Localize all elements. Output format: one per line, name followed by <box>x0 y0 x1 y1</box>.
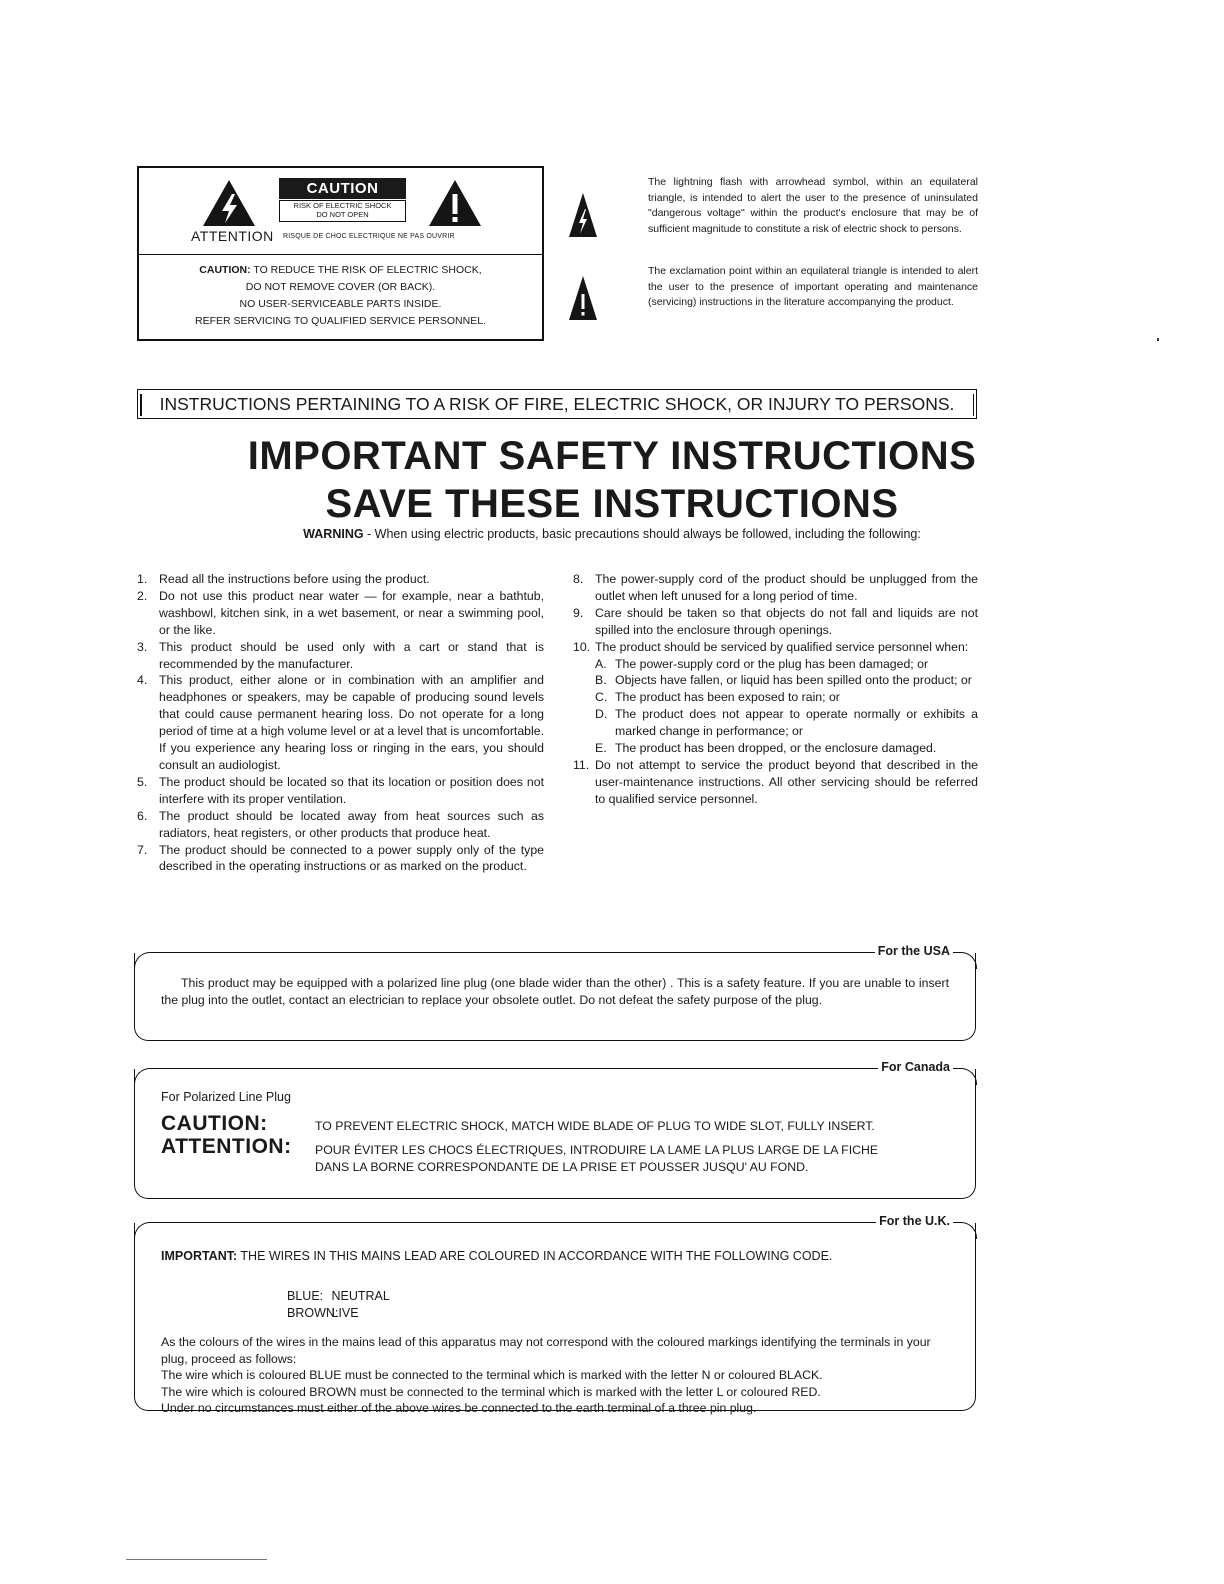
item-text: The power-supply cord of the product should be unplugged from the outlet when left unused for a long period of time. <box>595 572 978 603</box>
code-key: BLUE: <box>287 1289 324 1303</box>
sub-item-text: Objects have fallen, or liquid has been spilled onto the product; or <box>615 673 972 688</box>
list-item <box>137 672 544 773</box>
list-item <box>137 808 544 842</box>
sub-item-letter: A. <box>595 656 607 671</box>
item-text: Do not use this product near water — for example, near a bathtub, washbowl, kitchen sink, in a wet basement, or near a swimming pool, or the like. <box>159 588 544 637</box>
banner-text: INSTRUCTIONS PERTAINING TO A RISK OF FIRE, ELECTRIC SHOCK, OR INJURY TO PERSONS. <box>159 394 955 414</box>
caution-box-text <box>139 255 542 339</box>
canada-corner-right <box>960 1068 977 1085</box>
exclamation-symbol-text: The exclamation point within an equilateral triangle is intended to alert the user to the presence of important operating and maintenance (servicing) instructions in the literature accompanying the product. <box>648 265 978 308</box>
footer-rule <box>126 1559 267 1560</box>
warning-label: WARNING <box>303 527 364 541</box>
sub-list-item <box>595 672 978 689</box>
uk-top-rule <box>149 1222 961 1223</box>
instructions-left-column <box>137 571 544 875</box>
exclamation-warning-icon <box>427 178 483 228</box>
uk-code-blue <box>287 1288 390 1305</box>
item-number: 4. <box>137 673 148 688</box>
sub-item-letter: D. <box>595 707 608 722</box>
code-value: NEUTRAL <box>331 1289 390 1303</box>
item-text: The product should be located so that its location or position does not interfere with its proper ventilation. <box>159 774 544 806</box>
caution-line-1: TO REDUCE THE RISK OF ELECTRIC SHOCK, <box>253 264 482 276</box>
item-number: 1. <box>137 572 148 586</box>
risk-line-1: RISK OF ELECTRIC SHOCK <box>293 201 392 210</box>
caution-box-header <box>139 168 542 255</box>
list-item <box>137 842 544 876</box>
item-number: 7. <box>137 842 148 857</box>
page-speck <box>1157 338 1159 341</box>
usa-text: This product may be equipped with a polarized line plug (one blade wider than the other) . This is a safety feature. If you are unable to insert the plug into the outlet, contact an electrician to replace your obsolete outlet. Do not defeat the safety purpose of the plug. <box>161 976 949 1007</box>
item-number: 11. <box>573 757 590 772</box>
attention-french-text: RISQUE DE CHOC ELECTRIQUE NE PAS OUVRIR <box>283 233 455 240</box>
sub-item-letter: B. <box>595 673 607 688</box>
list-item <box>573 571 978 605</box>
attention-line-1: POUR ÉVITER LES CHOCS ÉLECTRIQUES, INTRODUIRE LA LAME LA PLUS LARGE DE LA FICHE <box>315 1143 879 1157</box>
sub-item-letter: E. <box>595 741 607 756</box>
sub-list-item <box>595 706 978 740</box>
uk-para-4: Under no circumstances must either of the above wires be connected to the earth terminal of a three pin plug. <box>161 1401 757 1415</box>
sub-item-text: The product does not appear to operate normally or exhibits a marked change in performance; or <box>615 707 978 739</box>
item-text: This product should be used only with a cart or stand that is recommended by the manufacturer. <box>159 639 544 671</box>
caution-line-4: REFER SERVICING TO QUALIFIED SERVICE PERSONNEL. <box>195 315 486 327</box>
warning-text: - When using electric products, basic precautions should always be followed, including the following: <box>363 527 921 541</box>
uk-region <box>134 1214 976 1415</box>
list-item <box>137 639 544 673</box>
sub-item-text: The power-supply cord or the plug has been damaged; or <box>615 656 929 671</box>
list-item <box>573 639 978 757</box>
caution-prefix: CAUTION: <box>199 264 251 276</box>
risk-line-2: DO NOT OPEN <box>316 210 369 219</box>
risk-of-shock-label <box>279 200 406 222</box>
uk-important-text: THE WIRES IN THIS MAINS LEAD ARE COLOURED IN ACCORDANCE WITH THE FOLLOWING CODE. <box>237 1249 833 1263</box>
instructions-right-column <box>573 571 978 808</box>
item-number: 3. <box>137 639 148 654</box>
list-item <box>137 588 544 639</box>
list-item <box>137 571 544 588</box>
item-text: Care should be taken so that objects do not fall and liquids are not spilled into the enclosure through openings. <box>595 605 978 637</box>
usa-corner-right <box>960 952 977 969</box>
canada-caution-word: CAUTION: <box>161 1112 268 1135</box>
sub-item-text: The product has been exposed to rain; or <box>615 690 840 705</box>
list-item <box>573 605 978 639</box>
item-number: 5. <box>137 774 148 789</box>
item-number: 8. <box>573 572 584 586</box>
uk-para-3: The wire which is coloured BROWN must be connected to the terminal which is marked with the letter L or coloured RED. <box>161 1384 821 1399</box>
sub-list-item <box>595 689 978 706</box>
lightning-symbol-icon <box>568 192 598 238</box>
uk-important-label: IMPORTANT: <box>161 1249 238 1263</box>
uk-wire-codes <box>287 1288 390 1322</box>
usa-region <box>134 944 976 1041</box>
item-number: 2. <box>137 588 148 603</box>
canada-caution-text: TO PREVENT ELECTRIC SHOCK, MATCH WIDE BLADE OF PLUG TO WIDE SLOT, FULLY INSERT. <box>315 1119 875 1133</box>
lightning-warning-icon <box>201 178 257 228</box>
item-text: Read all the instructions before using the product. <box>159 572 430 586</box>
code-key: BROWN: <box>287 1306 339 1320</box>
usa-corner-left <box>134 952 151 969</box>
sub-item-text: The product has been dropped, or the enclosure damaged. <box>615 741 937 756</box>
item-text: Do not attempt to service the product beyond that described in the user-maintenance instructions. All other servicing should be referred to qualified service personnel. <box>595 757 978 806</box>
canada-attention-word: ATTENTION: <box>161 1135 292 1158</box>
item-number: 9. <box>573 605 584 620</box>
sub-list <box>595 656 978 757</box>
item-text: This product, either alone or in combination with an amplifier and headphones or speakers, may be capable of producing sound levels that could cause permanent hearing loss. Do not operate for a long period of time at a high volume level or at a level that is uncomfortable. If you experience any hearing loss or ringing in the ears, you should consult an audiologist. <box>159 673 544 772</box>
attention-word: ATTENTION <box>191 228 274 244</box>
canada-label: For Canada <box>878 1060 953 1074</box>
caution-line-3: NO USER-SERVICEABLE PARTS INSIDE. <box>239 298 442 310</box>
item-text: The product should be serviced by qualified service personnel when: <box>595 639 969 654</box>
item-text: The product should be located away from heat sources such as radiators, heat registers, or other products that produce heat. <box>159 808 544 840</box>
uk-paragraph <box>161 1334 949 1417</box>
banner-left-tick <box>140 394 142 416</box>
item-text: The product should be connected to a power supply only of the type described in the operating instructions or as marked on the product. <box>159 842 544 874</box>
warning-line <box>0 527 1224 541</box>
sub-list-item <box>595 740 978 757</box>
uk-para-2: The wire which is coloured BLUE must be connected to the terminal which is marked with the letter N or coloured BLACK. <box>161 1368 823 1382</box>
page-title: IMPORTANT SAFETY INSTRUCTIONS <box>247 434 977 478</box>
code-value: LIVE <box>331 1306 359 1320</box>
usa-label: For the USA <box>875 944 953 958</box>
uk-para-1: As the colours of the wires in the mains lead of this apparatus may not correspond with the coloured markings identifying the terminals in your plug, proceed as follows: <box>161 1335 931 1366</box>
page-subtitle: SAVE THESE INSTRUCTIONS <box>325 482 899 526</box>
uk-important-line <box>161 1249 832 1263</box>
exclamation-symbol-icon <box>568 275 598 321</box>
list-item <box>137 774 544 808</box>
lightning-symbol-text: The lightning flash with arrowhead symbol, within an equilateral triangle, is intended to alert the user to the presence of uninsulated "dangerous voltage" within the product's enclosure that may be of sufficient magnitude to constitute a risk of electric shock to persons. <box>648 176 978 235</box>
list-item <box>573 757 978 808</box>
uk-corner-left <box>134 1222 151 1239</box>
usa-top-rule <box>149 952 961 953</box>
canada-region <box>134 1060 976 1199</box>
canada-top-rule <box>149 1068 961 1069</box>
caution-line-2: DO NOT REMOVE COVER (OR BACK). <box>245 281 436 293</box>
polarized-plug-label: For Polarized Line Plug <box>161 1090 291 1104</box>
sub-item-letter: C. <box>595 690 608 705</box>
risk-banner <box>137 389 977 419</box>
banner-right-tick <box>973 394 975 416</box>
sub-list-item <box>595 656 978 673</box>
canada-attention-text <box>315 1142 878 1176</box>
uk-code-brown <box>287 1305 390 1322</box>
canada-corner-left <box>134 1068 151 1085</box>
uk-corner-right <box>960 1222 977 1239</box>
item-number: 6. <box>137 808 148 823</box>
caution-label: CAUTION <box>279 178 406 199</box>
item-number: 10. <box>573 639 591 654</box>
uk-label: For the U.K. <box>876 1214 953 1228</box>
attention-line-2: DANS LA BORNE CORRESPONDANTE DE LA PRISE ET POUSSER JUSQU' AU FOND. <box>315 1160 809 1174</box>
caution-box <box>137 166 544 341</box>
